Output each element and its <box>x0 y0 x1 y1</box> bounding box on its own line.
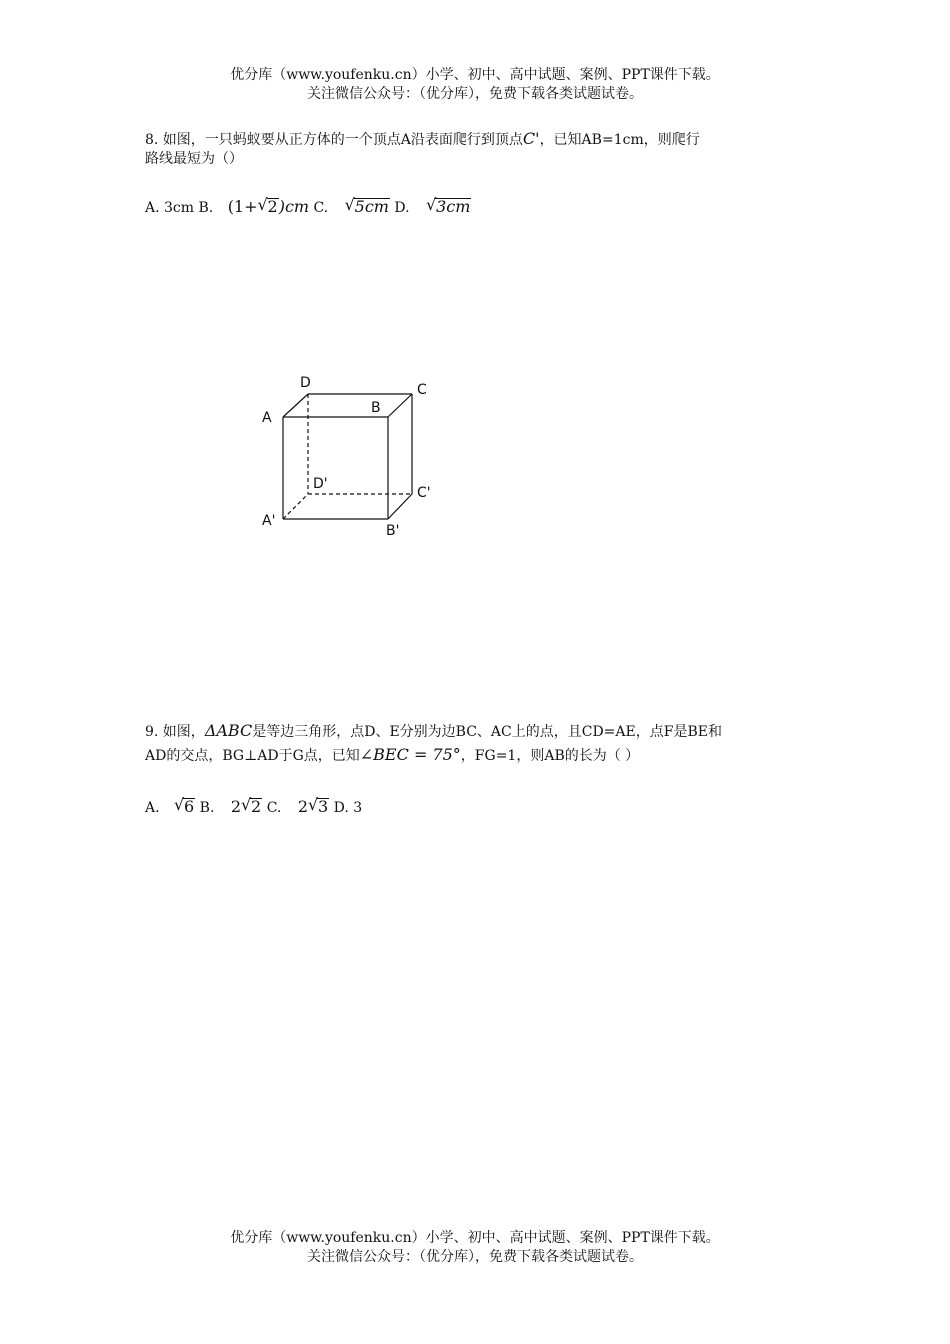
question-9-line-1 <box>145 720 722 743</box>
q8-math-c-prime: C' <box>522 129 540 148</box>
edge-b1c1 <box>388 494 412 519</box>
q9-option-a-math: √ 6 <box>174 797 195 816</box>
label-b: B <box>371 400 381 416</box>
label-a-prime: A' <box>262 513 276 529</box>
question-9-line-2 <box>145 744 639 767</box>
q8-option-c-math: √ 5cm <box>345 197 390 216</box>
q8-option-a: A. 3cm B. <box>145 200 214 216</box>
q8-option-d-math: √ 3cm <box>426 197 471 216</box>
q9-option-c-label: C. <box>266 800 282 816</box>
label-d: D <box>300 375 311 391</box>
footer-line-2: 关注微信公众号：（优分库），免费下载各类试题试卷。 <box>307 1249 643 1265</box>
q8-text-post: ，已知AB=1cm，则爬行 <box>539 132 700 148</box>
q9-text-post: 是等边三角形，点D、E分别为边BC、AC上的点，且CD=AE，点F是BE和 <box>252 724 722 740</box>
edge-a1d1-hidden <box>283 494 308 519</box>
edge-bc <box>388 394 412 417</box>
cube-diagram <box>250 365 450 550</box>
question-8-line-2: 路线最短为（） <box>145 151 243 167</box>
q8-option-c-label: C. <box>313 200 329 216</box>
q9-option-c-math: 2√ 3 <box>298 797 329 816</box>
label-d-prime: D' <box>313 476 328 492</box>
question-9-options <box>145 796 362 819</box>
label-c: C <box>417 382 427 398</box>
edge-ad <box>283 394 308 417</box>
q9-option-b-math: 2√ 2 <box>231 797 262 816</box>
header-line-2: 关注微信公众号：（优分库），免费下载各类试题试卷。 <box>307 86 643 102</box>
q9-math-angle: ∠BEC = 75° <box>359 745 461 764</box>
header-line-1: 优分库（www.youfenku.cn）小学、初中、高中试题、案例、PPT课件下载。 <box>230 67 720 83</box>
q9-text-2-pre: AD的交点，BG⊥AD于G点，已知 <box>145 748 360 764</box>
label-a: A <box>262 410 272 426</box>
label-b-prime: B' <box>386 523 400 539</box>
q9-text-2-post: ，FG=1，则AB的长为（ ） <box>460 748 640 764</box>
q9-option-a-label: A. <box>145 800 160 816</box>
q9-math-triangle: ΔABC <box>204 721 253 740</box>
q8-option-b-math: (1+√ 2)cm <box>228 197 309 216</box>
q9-option-b-label: B. <box>199 800 215 816</box>
q8-option-d-label: D. <box>394 200 410 216</box>
q9-text-pre: 9. 如图， <box>145 724 205 740</box>
q8-text-pre: 8. 如图，一只蚂蚁要从正方体的一个顶点A沿表面爬行到顶点 <box>145 132 523 148</box>
question-8-options <box>145 196 471 219</box>
label-c-prime: C' <box>417 485 431 501</box>
q9-option-d: D. 3 <box>333 800 363 816</box>
footer-line-1: 优分库（www.youfenku.cn）小学、初中、高中试题、案例、PPT课件下载。 <box>230 1230 720 1246</box>
